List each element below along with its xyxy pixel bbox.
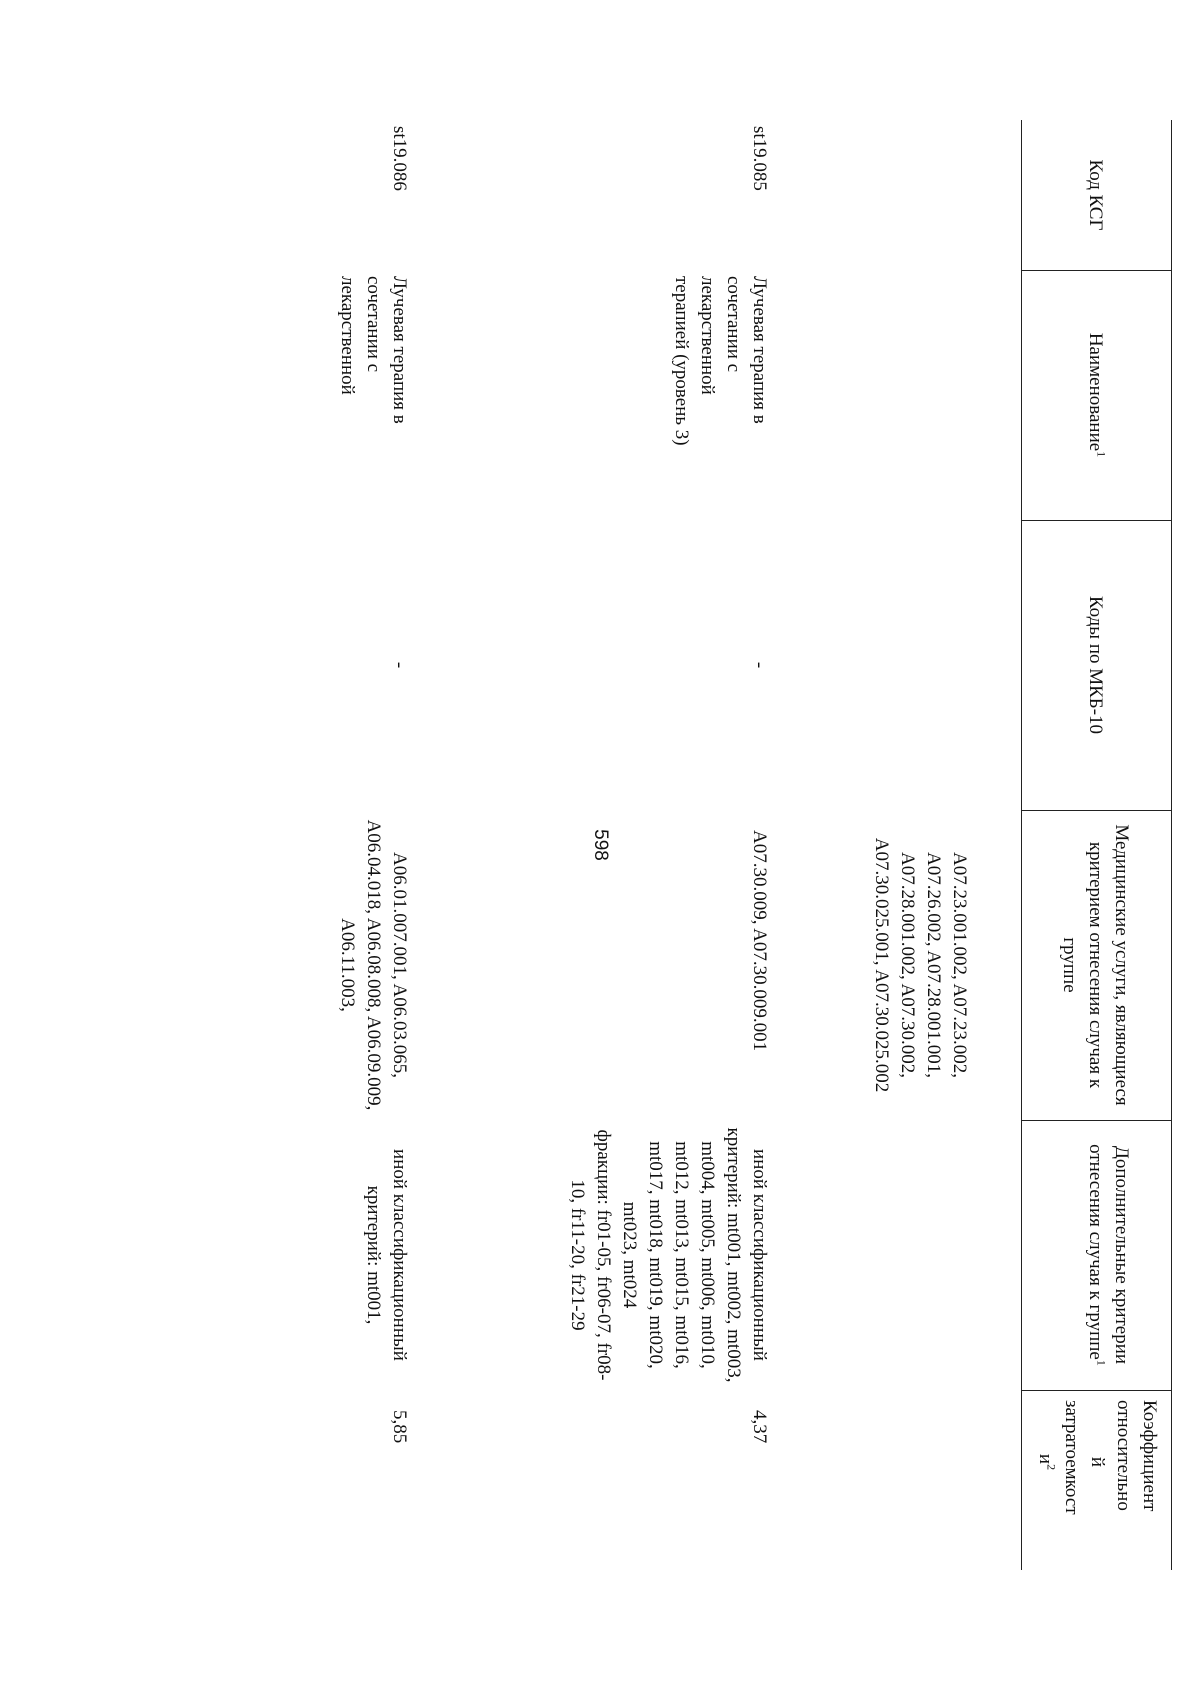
criteria-cell: иной классификационный критерий: mt001, mt002, mt003, mt004, mt005, mt006, mt010, mt012, mt013, mt015, mt016, mt017, mt018, mt019, mt020, mt023, mt024 фракции: fr01-05, fr06-07, fr08-10, fr11-20, fr21-29	[567, 1127, 770, 1383]
header-row	[1022, 120, 1172, 1570]
header-criteria: Дополнительные критерии отнесения случая к группе$^1$	[1085, 1144, 1132, 1366]
name-cell: Лучевая терапия в сочетании с лекарственной	[337, 276, 410, 424]
table-row	[472, 120, 772, 1570]
coefficient-cell: 5,85	[389, 1410, 410, 1444]
rotated-table	[327, 120, 1172, 1570]
page-number: 598	[590, 829, 611, 861]
header-name: Наименование$^1$	[1085, 332, 1109, 458]
services-cell: A07.30.009, A07.30.009.001	[749, 830, 770, 1052]
table-row	[327, 120, 412, 1570]
criteria-cell: иной классификационный критерий: mt001,	[363, 1149, 410, 1361]
header-mkb: Коды по МКБ-10	[1085, 595, 1106, 735]
table-row-continuation	[862, 120, 972, 1570]
header-services: Медицинские услуги, являющиеся критерием отнесения случая к группе	[1059, 824, 1132, 1106]
ksg-code-cell: st19.086	[389, 126, 410, 191]
services-cell: A07.23.001.002, A07.23.002, A07.26.002, A07.28.001.001, A07.28.001.002, A07.30.002, A07.30.025.001, A07.30.025.002	[871, 837, 970, 1093]
header-code: Код КСГ	[1085, 159, 1106, 231]
mkb-cell: -	[749, 661, 770, 669]
services-cell: A06.01.007.001, A06.03.065, A06.04.018, A06.08.008, A06.09.009, A06.11.003,	[337, 819, 410, 1111]
coefficient-cell: 4,37	[749, 1410, 770, 1444]
mkb-cell: -	[389, 661, 410, 669]
ksg-code-cell: st19.085	[749, 126, 770, 191]
header-coefficient: Коэффициент относительно й затратоемкост $и^2$	[1035, 1400, 1160, 1515]
name-cell: Лучевая терапия в сочетании с лекарственной терапией (уровень 3)	[671, 276, 770, 446]
